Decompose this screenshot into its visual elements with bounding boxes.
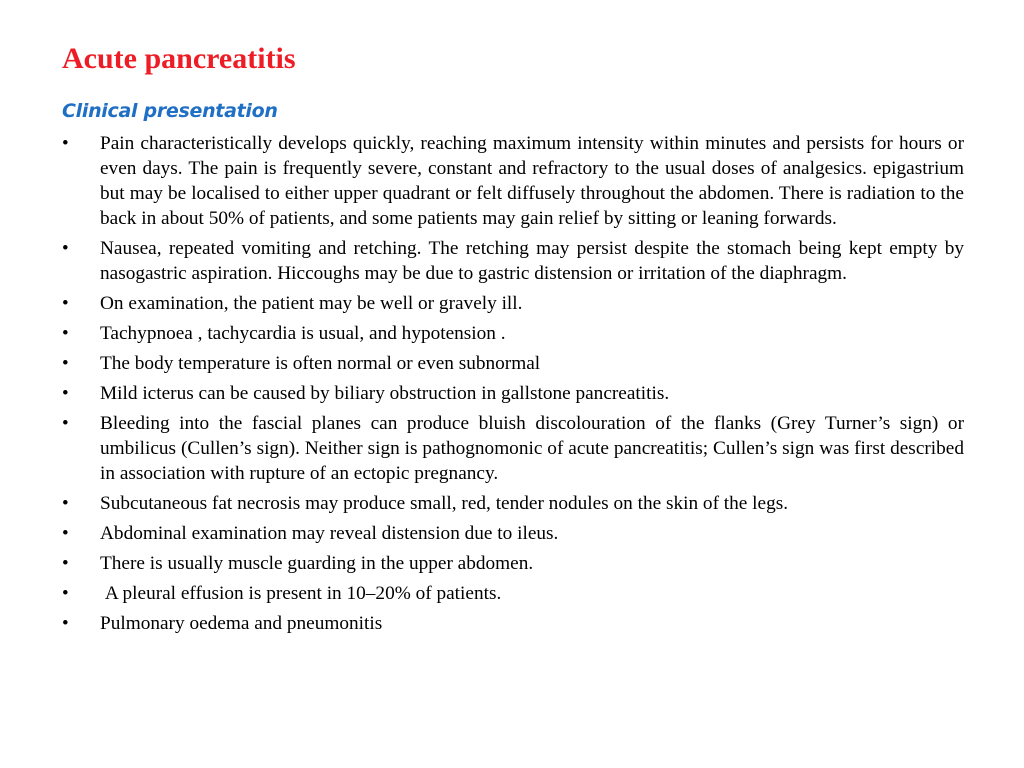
bullet-marker: •	[62, 133, 69, 154]
bullet-item	[62, 411, 964, 486]
bullet-marker: •	[62, 323, 69, 344]
bullet-item	[62, 611, 964, 636]
slide-subtitle: Clinical presentation	[62, 100, 278, 122]
bullet-text: Mild icterus can be caused by biliary obstruction in gallstone pancreatitis.	[100, 383, 670, 404]
bullet-text: Pulmonary oedema and pneumonitis	[100, 613, 383, 634]
bullet-text: Nausea, repeated vomiting and retching. The retching may persist despite the stomach being kept empty by nasogastric aspiration. Hiccoughs may be due to gastric distension or irritation of the diaphragm.	[100, 238, 964, 284]
bullet-item	[62, 321, 964, 346]
bullet-text: On examination, the patient may be well or gravely ill.	[100, 293, 523, 314]
bullet-item	[62, 521, 964, 546]
bullet-text: Abdominal examination may reveal distension due to ileus.	[100, 523, 559, 544]
bullet-marker: •	[62, 383, 69, 404]
bullet-marker: •	[62, 523, 69, 544]
bullet-item	[62, 491, 964, 516]
bullet-marker: •	[62, 238, 69, 259]
bullet-item	[62, 236, 964, 286]
bullet-item	[62, 581, 964, 606]
bullet-text: Subcutaneous fat necrosis may produce small, red, tender nodules on the skin of the legs.	[100, 493, 789, 514]
bullet-marker: •	[62, 353, 69, 374]
bullet-marker: •	[62, 613, 69, 634]
bullet-item	[62, 551, 964, 576]
bullet-marker: •	[62, 553, 69, 574]
bullet-item	[62, 291, 964, 316]
bullet-marker: •	[62, 583, 69, 604]
bullet-item	[62, 351, 964, 376]
bullet-text: Pain characteristically develops quickly, reaching maximum intensity within minutes and persists for hours or even days. The pain is frequently severe, constant and refractory to the usual doses of analgesics. epigastrium but may be localised to either upper quadrant or felt diffusely throughout the abdomen. There is radiation to the back in about 50% of patients, and some patients may gain relief by sitting or leaning forwards.	[100, 133, 964, 229]
bullet-marker: •	[62, 293, 69, 314]
bullet-marker: •	[62, 413, 69, 434]
bullet-text: The body temperature is often normal or even subnormal	[100, 353, 541, 374]
bullet-item	[62, 381, 964, 406]
bullet-list	[62, 131, 964, 641]
bullet-text: A pleural effusion is present in 10–20% of patients.	[100, 583, 502, 604]
bullet-item	[62, 131, 964, 231]
bullet-text: Tachypnoea , tachycardia is usual, and hypotension .	[100, 323, 506, 344]
bullet-text: There is usually muscle guarding in the upper abdomen.	[100, 553, 534, 574]
slide-title: Acute pancreatitis	[62, 42, 296, 75]
bullet-marker: •	[62, 493, 69, 514]
bullet-text: Bleeding into the fascial planes can produce bluish discolouration of the flanks (Grey Turner’s sign) or umbilicus (Cullen’s sign). Neither sign is pathognomonic of acute pancreatitis; Cullen’s sign was first described in association with rupture of an ectopic pregnancy.	[100, 413, 964, 484]
